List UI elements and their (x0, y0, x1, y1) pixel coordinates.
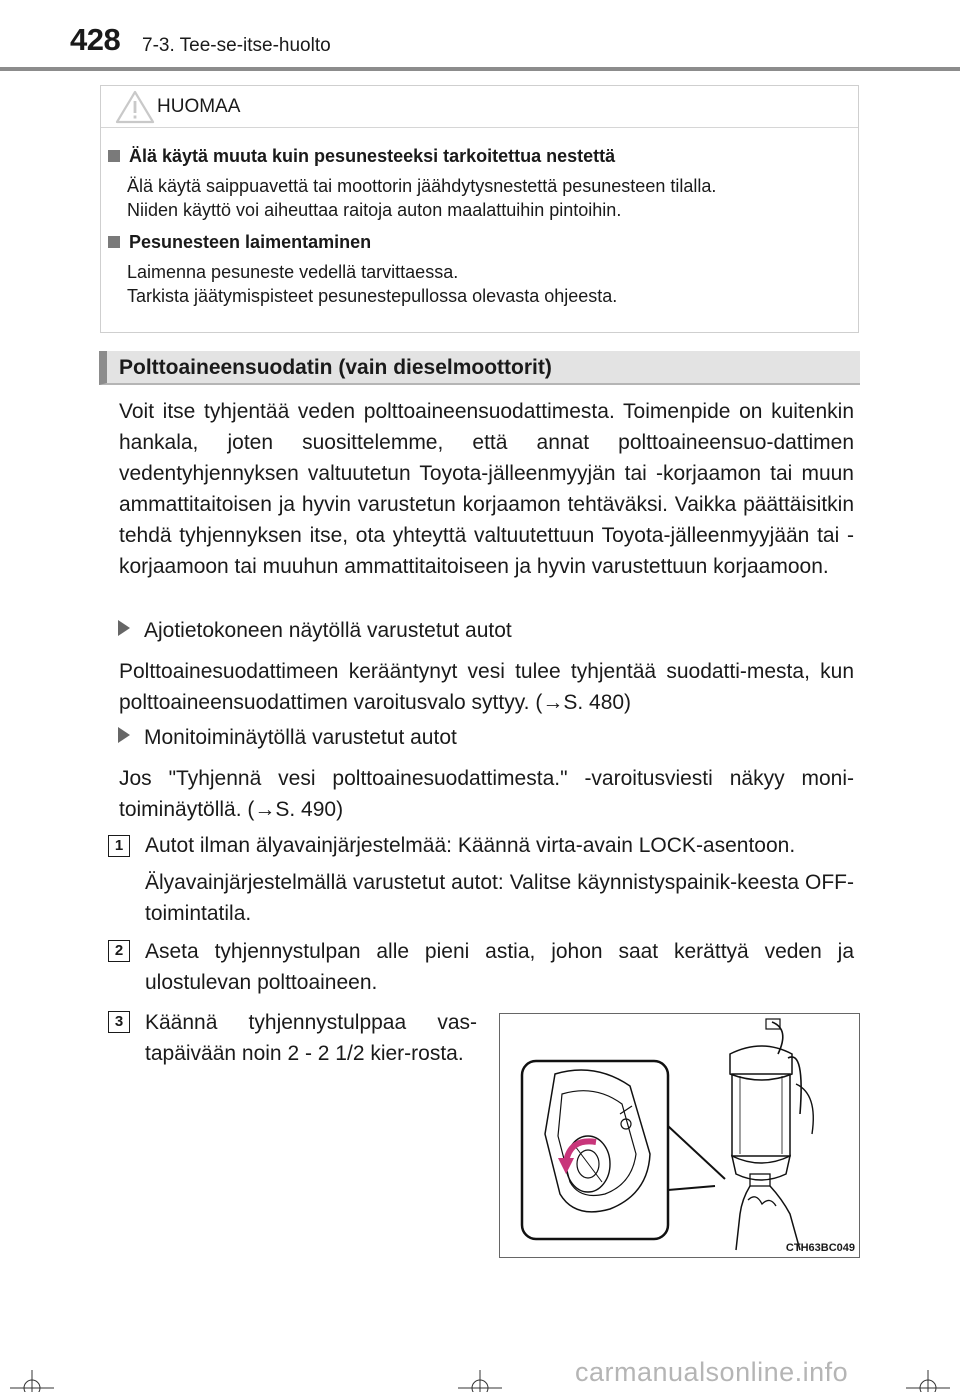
notice-item-title: Pesunesteen laimentaminen (129, 232, 372, 252)
square-bullet-icon (108, 150, 120, 162)
notice-line: Älä käytä saippuavettä tai moottorin jäähdytysnestettä pesunesteen tilalla. (127, 176, 717, 196)
notice-item-text (127, 174, 847, 222)
square-bullet-icon (108, 236, 120, 248)
section-heading (99, 351, 860, 385)
subsection-text: Jos "Tyhjennä vesi polttoainesuodattimesta." -varoitusviesti näkyy moni-toiminäytöllä. (→S. 490) (119, 767, 854, 821)
intro-paragraph: Voit itse tyhjentää veden polttoaineensuodattimesta. Toimenpide on kuitenkin hankala, joten suosittelemme, että annat polttoaineensuo-dattimen vedentyhjennyksen valtuutetun Toyota-jälleenmyyjän tai -korjaamon tai muun ammattitaitoisen ja hyvin varustetun korjaamon tehtäväksi. Vaikka päättäisitkin tehdä tyhjennyksen itse, ota yhteyttä valtuutettuun Toyota-jälleenmyyjään tai -korjaamoon tai muuhun ammattitaitoiseen ja hyvin varustettuun korjaamoon. (119, 400, 854, 578)
fuel-filter-figure (499, 1013, 860, 1258)
notice-box (100, 85, 859, 333)
triangle-bullet-icon (118, 727, 130, 743)
figure-code: CTH63BC049 (785, 1242, 855, 1254)
crop-mark-icon (458, 1370, 502, 1392)
step-text-alt: Älyavainjärjestelmällä varustetut autot: Valitse käynnistyspainik-keesta OFF-toimintatila. (145, 871, 854, 925)
footer-watermark: carmanualsonline.info (575, 1357, 849, 1387)
section-heading-text: Polttoaineensuodatin (vain dieselmoottorit) (119, 356, 552, 379)
notice-item-title: Älä käytä muuta kuin pesunesteeksi tarkoitettua nestettä (129, 146, 616, 166)
subsection-heading-text: Ajotietokoneen näytöllä varustetut autot (144, 619, 512, 642)
notice-line: Niiden käyttö voi aiheuttaa raitoja auton maalattuihin pintoihin. (127, 200, 622, 220)
warning-triangle-icon (115, 90, 155, 129)
step-text: Autot ilman älyavainjärjestelmää: Käännä virta-avain LOCK-asentoon. (145, 834, 796, 857)
notice-title: HUOMAA (157, 96, 241, 117)
crop-mark-icon (906, 1370, 950, 1392)
step-text: Käännä tyhjennystulppaa vas-tapäivään noin 2 - 2 1/2 kier-rosta. (145, 1011, 477, 1065)
notice-header (101, 86, 858, 128)
subsection-heading-text: Monitoiminäytöllä varustetut autot (144, 726, 457, 749)
notice-item-text (127, 260, 847, 308)
notice-line: Tarkista jäätymispisteet pesunestepullossa olevasta ohjeesta. (127, 286, 618, 306)
fuel-filter-illustration (500, 1014, 859, 1257)
section-label: 7-3. Tee-se-itse-huolto (142, 35, 331, 56)
step-text: Aseta tyhjennystulpan alle pieni astia, johon saat kerättyä veden ja ulostulevan polttoaineen. (145, 940, 854, 994)
crop-mark-icon (10, 1370, 54, 1392)
step-number: 2 (108, 940, 130, 962)
notice-line: Laimenna pesuneste vedellä tarvittaessa. (127, 262, 459, 282)
triangle-bullet-icon (118, 620, 130, 636)
subsection-heading (118, 619, 512, 643)
page-number: 428 (70, 22, 121, 57)
step-number: 1 (108, 835, 130, 857)
step-number: 3 (108, 1011, 130, 1033)
subsection-text: Polttoainesuodattimeen kerääntynyt vesi tulee tyhjentää suodatti-mesta, kun polttoaineensuodattimen varoitusvalo syttyy. (→S. 480) (119, 660, 854, 714)
subsection-heading (118, 726, 457, 750)
header-rule (0, 67, 960, 71)
